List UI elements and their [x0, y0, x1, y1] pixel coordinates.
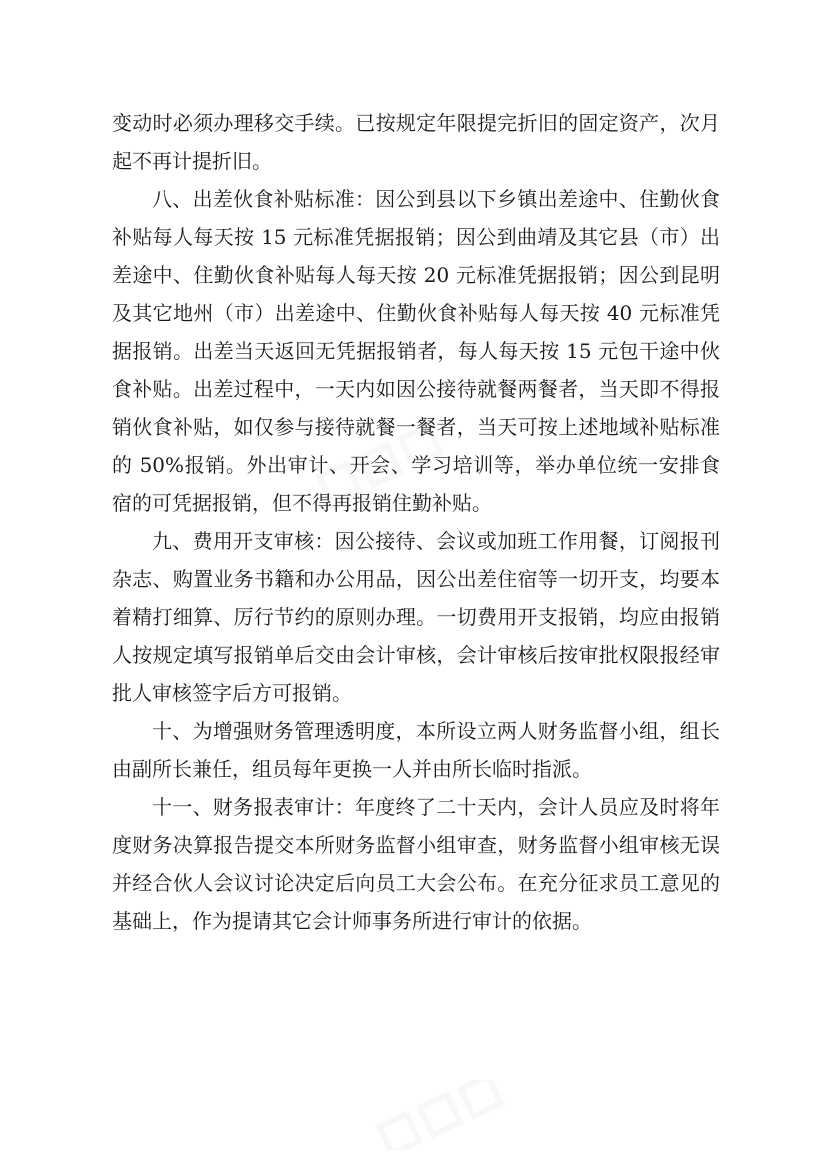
paragraph-financial-supervision-group: 十、为增强财务管理透明度，本所设立两人财务监督小组，组长由副所长兼任，组员每年更换一人并由所长临时指派。	[112, 719, 720, 781]
paragraph-travel-meal-allowance: 八、出差伙食补贴标准：因公到县以下乡镇出差途中、住勤伙食补贴每人每天按 15 元标准凭据报销；因公到曲靖及其它县（市）出差途中、住勤伙食补贴每人每天按 20 元标准凭据报销；因公到昆明及其它地州（市）出差途中、住勤伙食补贴每人每天按 40 元标准凭据报销。出差当天返回无凭据报销者，每人每天按 15 元包干途中伙食补贴。出差过程中，一天内如因公接待就餐两餐者，当天即不得报销伙食补贴，如仅参与接待就餐一餐者，当天可按上述地域补贴标准的 50%报销。外出审计、开会、学习培训等，举办单位统一安排食宿的可凭据报销，但不得再报销住勤补贴。	[112, 187, 720, 515]
paragraph-fixed-assets-continued: 变动时必须办理移交手续。已按规定年限提完折旧的固定资产，次月起不再计提折旧。	[112, 111, 720, 173]
paragraph-financial-statement-audit: 十一、财务报表审计：年度终了二十天内，会计人员应及时将年度财务决算报告提交本所财务监督小组审查，财务监督小组审核无误并经合伙人会议讨论决定后向员工大会公布。在充分征求员工意见的基础上，作为提请其它会计师事务所进行审计的依据。	[112, 795, 720, 933]
paragraph-expense-review: 九、费用开支审核：因公接待、会议或加班工作用餐，订阅报刊杂志、购置业务书籍和办公用品，因公出差住宿等一切开支，均要本着精打细算、厉行节约的原则办理。一切费用开支报销，均应由报销人按规定填写报销单后交由会计审核，会计审核后按审批权限报经审批人审核签字后方可报销。	[112, 529, 720, 705]
watermark-mark-bottom	[360, 1080, 520, 1150]
document-body	[112, 104, 720, 940]
